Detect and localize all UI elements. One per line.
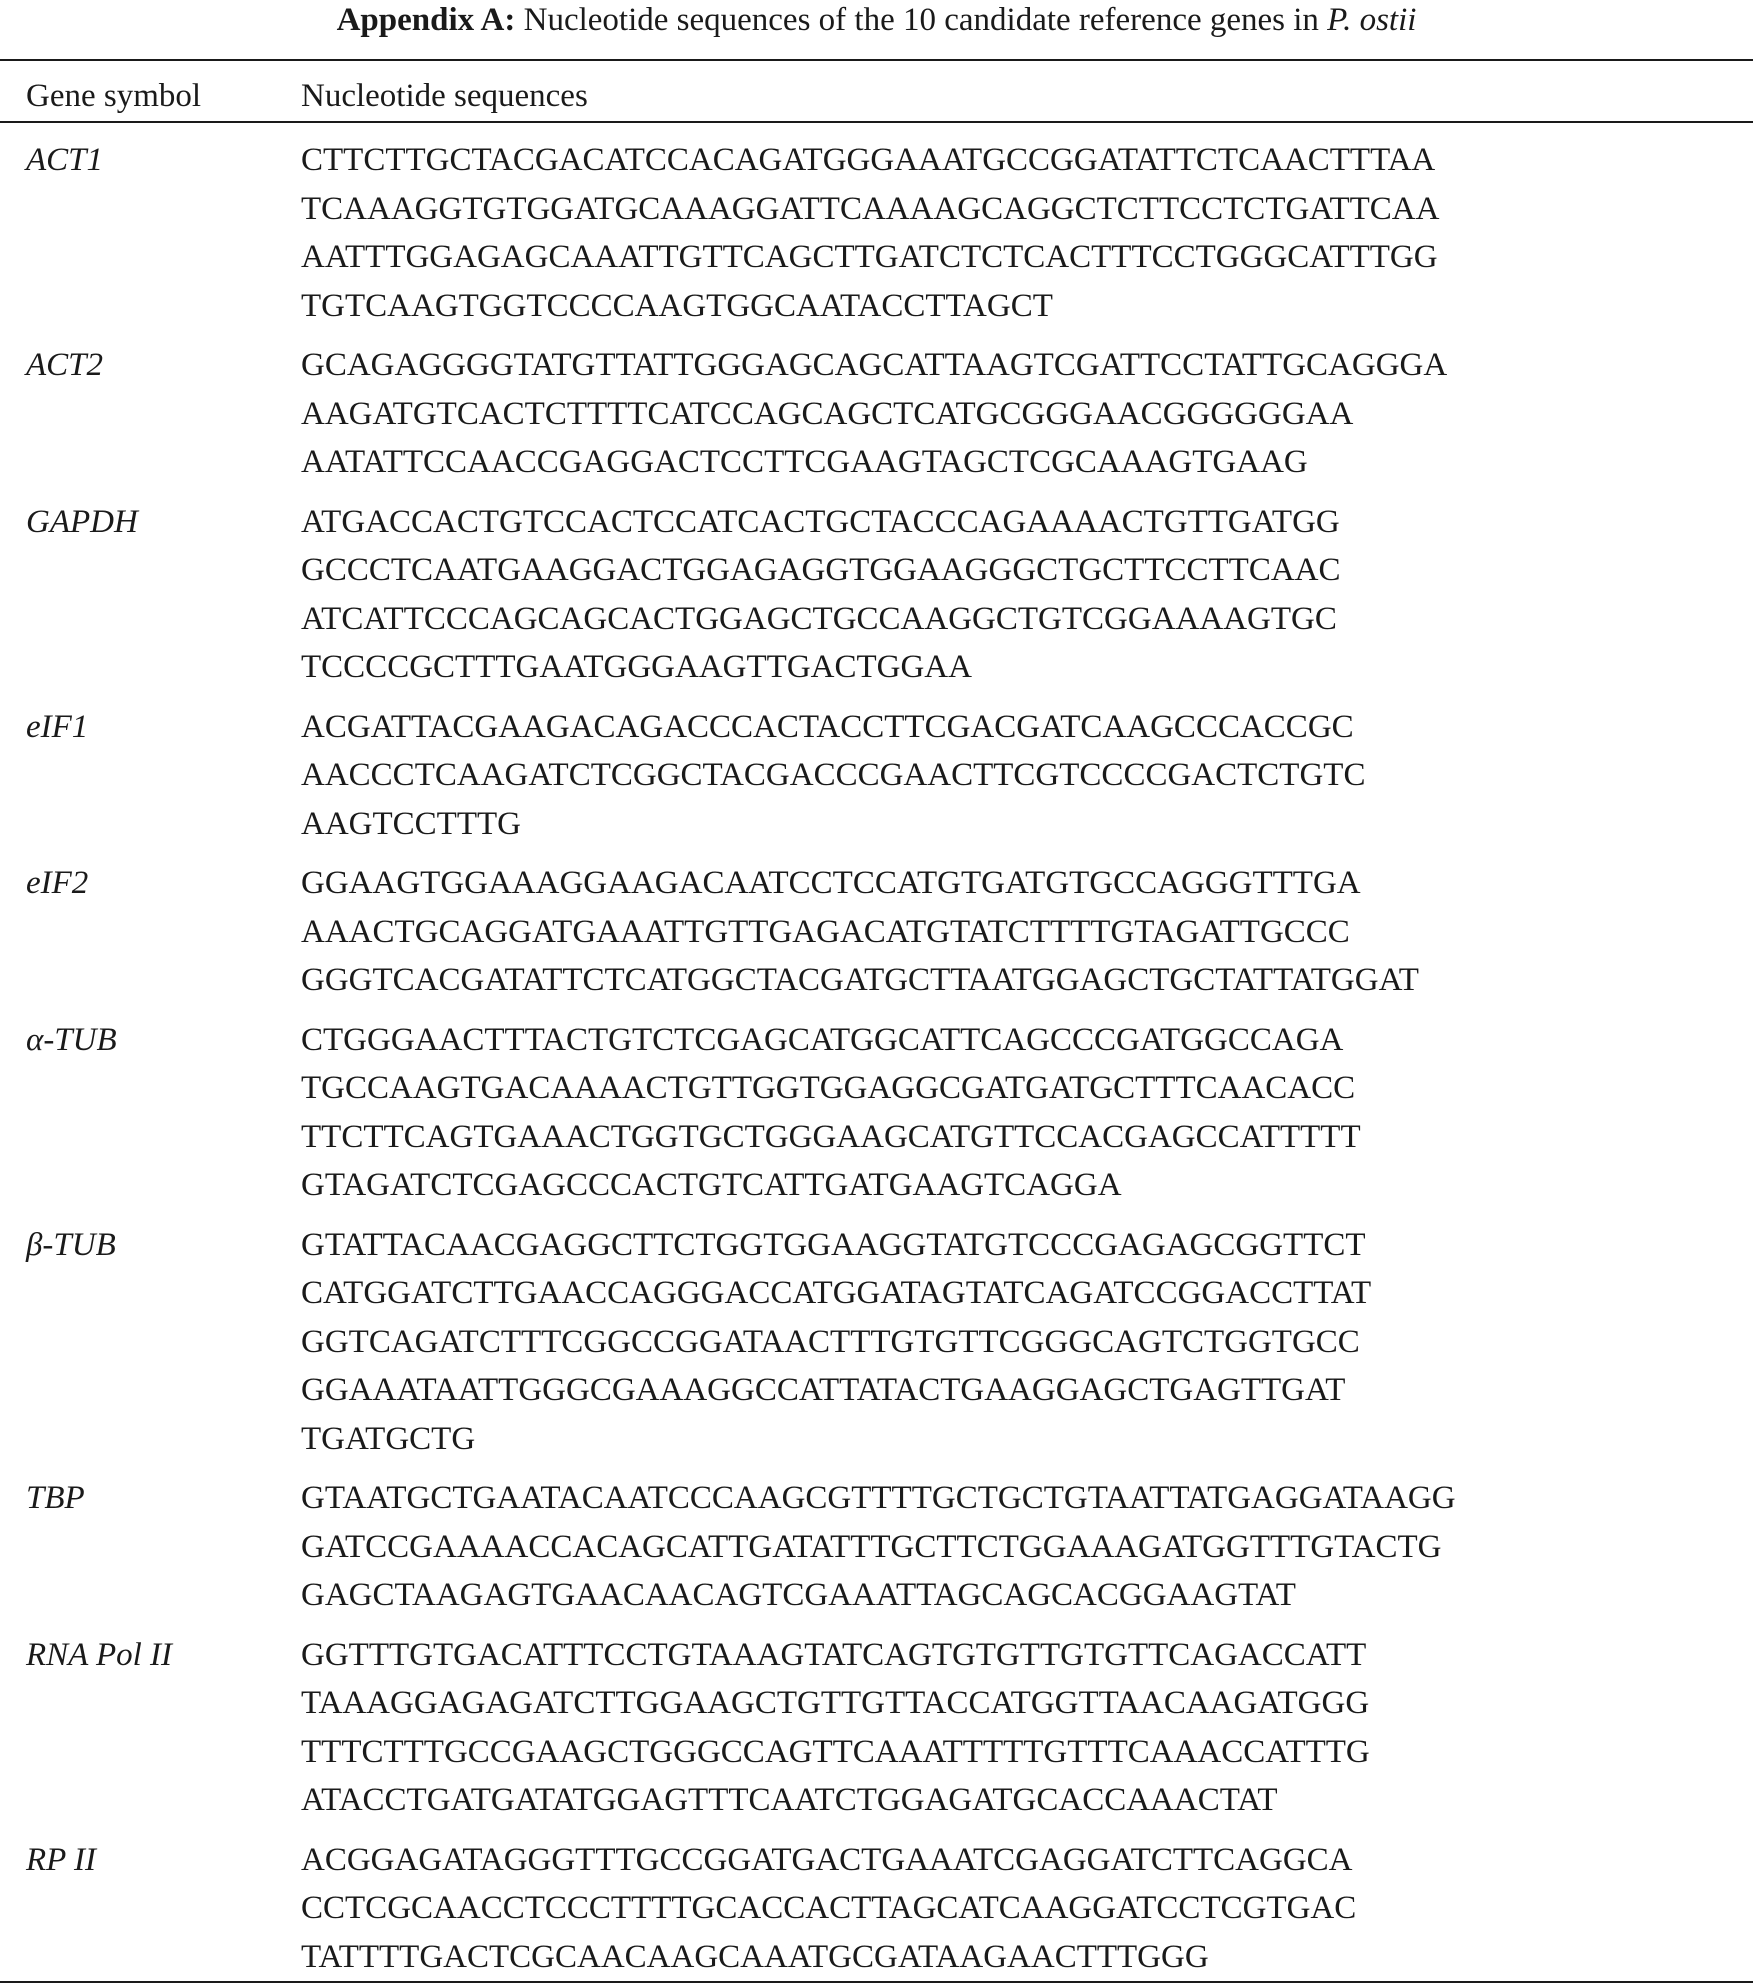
gene-symbol-cell: ACT1 [26, 142, 104, 178]
table-row [0, 1016, 1753, 1210]
sequence-line: AACCCTCAAGATCTCGGCTACGACCCGAACTTCGTCCCCGACTCTGTC [301, 757, 1366, 793]
sequence-line: GAGCTAAGAGTGAACAACAGTCGAAATTAGCAGCACGGAAGTAT [301, 1577, 1296, 1613]
sequence-cell [301, 1221, 1753, 1464]
caption-species: P. ostii [1327, 2, 1417, 38]
sequence-line: GATCCGAAAACCACAGCATTGATATTTGCTTCTGGAAAGATGGTTTGTACTG [301, 1528, 1442, 1565]
sequence-line: TCCCCGCTTTGAATGGGAAGTTGACTGGAA [301, 649, 972, 685]
sequence-line: CTTCTTGCTACGACATCCACAGATGGGAAATGCCGGATATTCTCAACTTTAA [301, 142, 1436, 178]
sequence-cell [301, 1836, 1753, 1982]
gene-symbol-cell: RNA Pol II [26, 1636, 173, 1673]
sequence-line: AAGATGTCACTCTTTTCATCCAGCAGCTCATGCGGGAACGGGGGGAA [301, 395, 1354, 432]
sequence-cell [301, 1474, 1753, 1620]
table-header-row [0, 74, 1753, 118]
table-bottom-rule [0, 1981, 1753, 1983]
sequence-line: CATGGATCTTGAACCAGGGACCATGGATAGTATCAGATCCGGACCTTAT [301, 1275, 1372, 1311]
header-nucleotide-sequences: Nucleotide sequences [301, 78, 588, 114]
sequence-line: AATTTGGAGAGCAAATTGTTCAGCTTGATCTCTCACTTTCCTGGGCATTTGG [301, 239, 1438, 275]
sequence-line: ATACCTGATGATATGGAGTTTCAATCTGGAGATGCACCAAACTAT [301, 1782, 1278, 1818]
gene-symbol-cell: RP II [26, 1841, 96, 1878]
gene-symbol-cell: eIF2 [26, 865, 89, 901]
table-row [0, 1474, 1753, 1620]
caption-text: Nucleotide sequences of the 10 candidate reference genes in [523, 2, 1319, 38]
gene-symbol-cell: eIF1 [26, 708, 89, 745]
table-row [0, 341, 1753, 487]
table-row [0, 136, 1753, 330]
gene-symbol-cell: ACT2 [26, 347, 104, 383]
sequence-line: TTCTTCAGTGAAACTGGTGCTGGGAAGCATGTTCCACGAGCCATTTTT [301, 1118, 1361, 1155]
table-row [0, 1631, 1753, 1825]
gene-symbol-cell: α-TUB [26, 1021, 117, 1058]
table-row [0, 498, 1753, 692]
sequence-cell [301, 136, 1753, 330]
sequence-cell [301, 498, 1753, 692]
sequence-line: ATCATTCCCAGCAGCACTGGAGCTGCCAAGGCTGTCGGAAAAGTGC [301, 600, 1337, 637]
sequence-line: AATATTCCAACCGAGGACTCCTTCGAAGTAGCTCGCAAAGTGAAG [301, 444, 1308, 480]
sequence-line: ATGACCACTGTCCACTCCATCACTGCTACCCAGAAAACTGTTGATGG [301, 503, 1340, 540]
table-body [0, 136, 1753, 1981]
sequence-line: TCAAAGGTGTGGATGCAAAGGATTCAAAAGCAGGCTCTTCCTCTGATTCAA [301, 190, 1440, 227]
sequence-cell [301, 341, 1753, 487]
sequence-line: TGCCAAGTGACAAAACTGTTGGTGGAGGCGATGATGCTTTCAACACC [301, 1070, 1356, 1106]
sequence-line: GTATTACAACGAGGCTTCTGGTGGAAGGTATGTCCCGAGAGCGGTTCT [301, 1226, 1366, 1263]
sequence-line: GGAAGTGGAAAGGAAGACAATCCTCCATGTGATGTGCCAGGGTTTGA [301, 865, 1361, 901]
sequence-line: GGTTTGTGACATTTCCTGTAAAGTATCAGTGTGTTGTGTTCAGACCATT [301, 1636, 1367, 1673]
sequence-cell [301, 859, 1753, 1005]
header-gene-symbol: Gene symbol [26, 78, 202, 114]
table-caption [0, 0, 1753, 44]
sequence-line: ACGATTACGAAGACAGACCCACTACCTTCGACGATCAAGCCCACCGC [301, 708, 1354, 745]
table-header-rule [0, 121, 1753, 123]
sequence-line: GCCCTCAATGAAGGACTGGAGAGGTGGAAGGGCTGCTTCCTTCAAC [301, 552, 1341, 588]
sequence-line: GGAAATAATTGGGCGAAAGGCCATTATACTGAAGGAGCTGAGTTGAT [301, 1372, 1346, 1408]
sequence-cell [301, 703, 1753, 849]
sequence-line: ACGGAGATAGGGTTTGCCGGATGACTGAAATCGAGGATCTTCAGGCA [301, 1841, 1353, 1878]
sequence-line: TTTCTTTGCCGAAGCTGGGCCAGTTCAAATTTTTGTTTCAAACCATTTG [301, 1733, 1370, 1770]
sequence-line: TAAAGGAGAGATCTTGGAAGCTGTTGTTACCATGGTTAACAAGATGGG [301, 1685, 1370, 1721]
sequence-line: AAACTGCAGGATGAAATTGTTGAGACATGTATCTTTTGTAGATTGCCC [301, 913, 1350, 950]
sequence-line: GTAGATCTCGAGCCCACTGTCATTGATGAAGTCAGGA [301, 1167, 1122, 1203]
sequence-line: AAGTCCTTTG [301, 805, 521, 842]
sequence-line: GTAATGCTGAATACAATCCCAAGCGTTTTGCTGCTGTAATTATGAGGATAAGG [301, 1480, 1456, 1516]
sequence-cell [301, 1016, 1753, 1210]
table-row [0, 859, 1753, 1005]
table-top-rule [0, 59, 1753, 61]
gene-symbol-cell: GAPDH [26, 503, 138, 540]
sequence-cell [301, 1631, 1753, 1825]
table-row [0, 703, 1753, 849]
sequence-line: TATTTTGACTCGCAACAAGCAAATGCGATAAGAACTTTGGG [301, 1938, 1209, 1975]
sequence-line: GCAGAGGGGTATGTTATTGGGAGCAGCATTAAGTCGATTCCTATTGCAGGGA [301, 347, 1448, 383]
sequence-line: CCTCGCAACCTCCCTTTTGCACCACTTAGCATCAAGGATCCTCGTGAC [301, 1890, 1357, 1926]
gene-symbol-cell: β-TUB [26, 1226, 116, 1263]
table-row [0, 1221, 1753, 1464]
sequence-line: CTGGGAACTTTACTGTCTCGAGCATGGCATTCAGCCCGATGGCCAGA [301, 1021, 1344, 1058]
sequence-line: TGTCAAGTGGTCCCCAAGTGGCAATACCTTAGCT [301, 287, 1053, 324]
sequence-line: TGATGCTG [301, 1420, 476, 1457]
gene-symbol-cell: TBP [26, 1480, 85, 1516]
sequence-line: GGGTCACGATATTCTCATGGCTACGATGCTTAATGGAGCTGCTATTATGGAT [301, 962, 1419, 998]
table-row [0, 1836, 1753, 1982]
sequence-line: GGTCAGATCTTTCGGCCGGATAACTTTGTGTTCGGGCAGTCTGGTGCC [301, 1323, 1360, 1360]
caption-label: Appendix A: [336, 2, 516, 38]
